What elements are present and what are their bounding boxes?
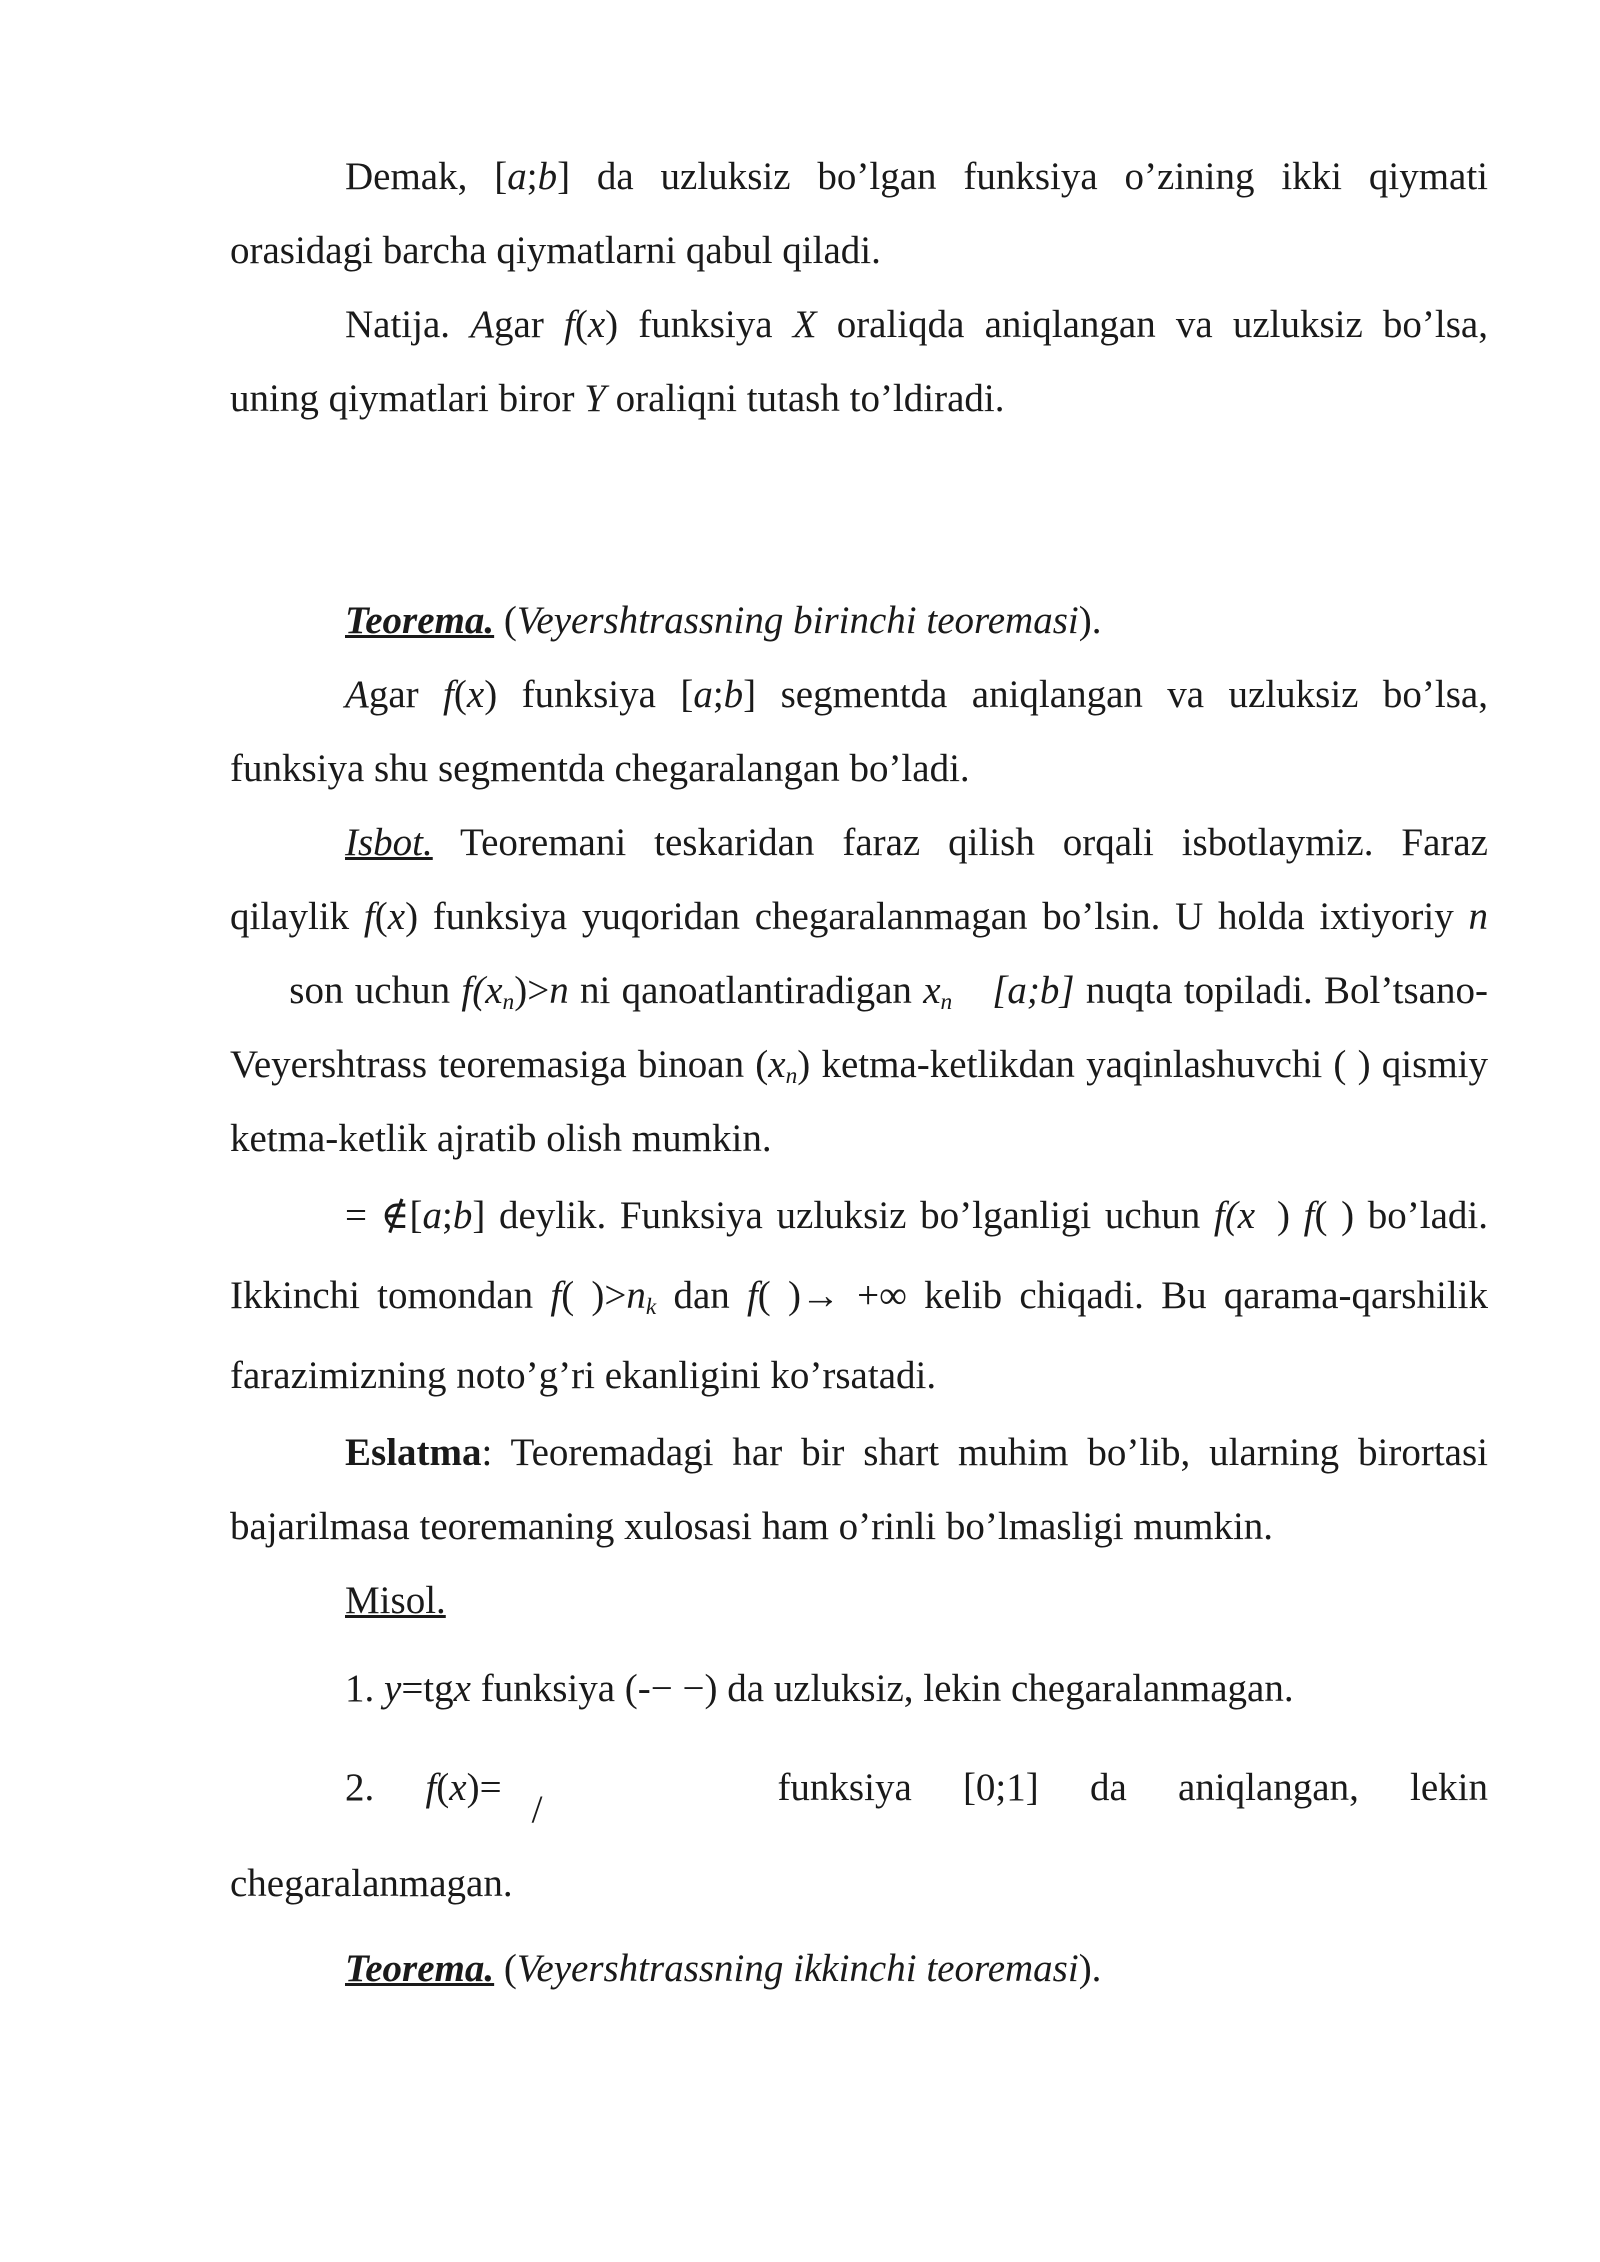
text: ) funksiya yuqoridan chegaralanmagan bo’lsin. U holda ixtiyoriy [405, 895, 1469, 938]
var-x: x [387, 895, 406, 938]
var-x: x [449, 1766, 467, 1809]
var-f: f [443, 673, 454, 716]
text: ] segmentda aniqlangan va uzluksiz bo’lsa, funksiya shu segmentda chegaralangan bo’ladi. [230, 673, 1488, 790]
var-f: f [1303, 1194, 1315, 1237]
text: ) funksiya [605, 303, 793, 346]
example-2 [230, 1740, 1488, 1932]
document-page [230, 140, 1488, 2006]
text: Demak, [ [345, 155, 508, 198]
paragraph-natija [230, 288, 1488, 436]
segment: [a;b] [992, 969, 1075, 1012]
text: ( )> [561, 1274, 627, 1317]
text: ( [574, 303, 588, 346]
theorem-name: Veyershtrassning ikkinchi teoremasi [516, 1947, 1079, 1990]
var-Y: Y [584, 377, 606, 420]
theorem-label: Teorema. [345, 1947, 495, 1990]
var-b: b [537, 155, 558, 198]
var-f: f [746, 1274, 758, 1317]
text: ] da uzluksiz bo’lgan funksiya o’zining ikki qiymati orasidagi barcha qiymatlarni qabul qiladi. [230, 155, 1489, 272]
text: ; [712, 673, 724, 716]
text: ) [1277, 1194, 1304, 1237]
paragraph-note [230, 1416, 1488, 1564]
text: ] deylik. Funksiya uzluksiz bo’lganligi uchun [472, 1194, 1214, 1237]
text: dan [656, 1274, 747, 1317]
text: ( [374, 895, 388, 938]
subscript-k: k [645, 1293, 657, 1320]
theorem-name: Veyershtrassning birinchi teoremasi [516, 599, 1079, 642]
theorem-label: Teorema. [345, 599, 495, 642]
heading-theorem-2 [230, 1932, 1488, 2006]
proof-label: Isbot. [345, 821, 433, 864]
subscript-n: n [940, 988, 953, 1015]
text: ). [1078, 1947, 1102, 1990]
var-a: a [507, 155, 527, 198]
text: 1. [345, 1667, 384, 1710]
subscript-n: n [502, 988, 515, 1015]
text: ) funksiya [ [484, 673, 694, 716]
text: )> [514, 969, 550, 1012]
var-f: f [363, 895, 375, 938]
text: ( [494, 1947, 517, 1990]
var-n: n [549, 969, 569, 1012]
note-label: Eslatma [345, 1431, 482, 1474]
text: ni qanoatlantiradigan [568, 969, 924, 1012]
var-a: a [422, 1194, 442, 1237]
text: nuqta topiladi. Bol’tsano-Veyershtrass teoremasiga binoan ( [230, 969, 1488, 1086]
subscript-n: n [785, 1062, 798, 1089]
expr: f(x [461, 969, 503, 1012]
paragraph-proof-continued [230, 1176, 1488, 1416]
var-b: b [723, 673, 744, 716]
var-x: x [587, 303, 606, 346]
text: oraliqni tutash to’ldiradi. [605, 377, 1005, 420]
var-y: y [384, 1667, 402, 1710]
var-b: b [452, 1194, 473, 1237]
text: Teoremani teskaridan faraz qilish orqali isbotlaymiz. Faraz qilaylik [230, 821, 1488, 938]
text: = ∉[ [345, 1194, 423, 1237]
var-X: X [792, 303, 817, 346]
text: A [345, 673, 369, 716]
paragraph-theorem-statement [230, 658, 1488, 806]
text: ( )→ +∞ kelib chiqadi. Bu qarama-qarshilik farazimizning noto’g’ri ekanligini ko’rsatadi. [230, 1274, 1488, 1397]
text: gar [368, 673, 444, 716]
paragraph-proof [230, 806, 1488, 1176]
paragraph-demak [230, 140, 1488, 288]
text: ( [494, 599, 517, 642]
expr: f(x [1213, 1194, 1256, 1237]
text: )= [466, 1766, 502, 1809]
var-x: x [768, 1043, 786, 1086]
text: A [470, 303, 495, 346]
var-n: n [626, 1274, 646, 1317]
text: ). [1078, 599, 1102, 642]
text: ; [526, 155, 538, 198]
var-x: x [466, 673, 485, 716]
example-1 [230, 1652, 1488, 1726]
spacer [230, 1726, 1488, 1740]
text: 2. [345, 1766, 426, 1809]
text: ( [436, 1766, 450, 1809]
var-f: f [563, 303, 575, 346]
var-a: a [693, 673, 713, 716]
spacer [230, 436, 1488, 584]
var-n: n [1468, 895, 1489, 938]
text: funksiya (-− −) da uzluksiz, lekin chegaralanmagan. [470, 1667, 1294, 1710]
var-x: x [923, 969, 941, 1012]
text: funksiya [0;1] da aniqlangan, lekin chegaralanmagan. [230, 1766, 1488, 1905]
text: ) ketma-ketlikdan yaqinlashuvchi ( ) qismiy ketma-ketlik ajratib olish mumkin. [230, 1043, 1488, 1160]
spacer [230, 1638, 1488, 1652]
text: ( ) bo’ladi. Ikkinchi tomondan [230, 1194, 1488, 1317]
text: gar [494, 303, 564, 346]
fraction-slash: / [531, 1788, 543, 1831]
text: Natija. [345, 303, 471, 346]
text: son uchun [278, 969, 462, 1012]
var-f: f [550, 1274, 562, 1317]
var-x: x [453, 1667, 471, 1710]
text: oraliqda aniqlangan va uzluksiz bo’lsa, uning qiymatlari biror [230, 303, 1488, 420]
example-heading [230, 1564, 1488, 1638]
example-label: Misol. [345, 1579, 446, 1622]
text: ( [453, 673, 467, 716]
text: =tg [401, 1667, 454, 1710]
text: ; [442, 1194, 453, 1237]
text: : Teoremadagi har bir shart muhim bo’lib, ularning birortasi bajarilmasa teoremaning xulosasi ham o’rinli bo’lmasligi mumkin. [230, 1431, 1488, 1548]
heading-theorem-1 [230, 584, 1488, 658]
var-f: f [425, 1766, 437, 1809]
